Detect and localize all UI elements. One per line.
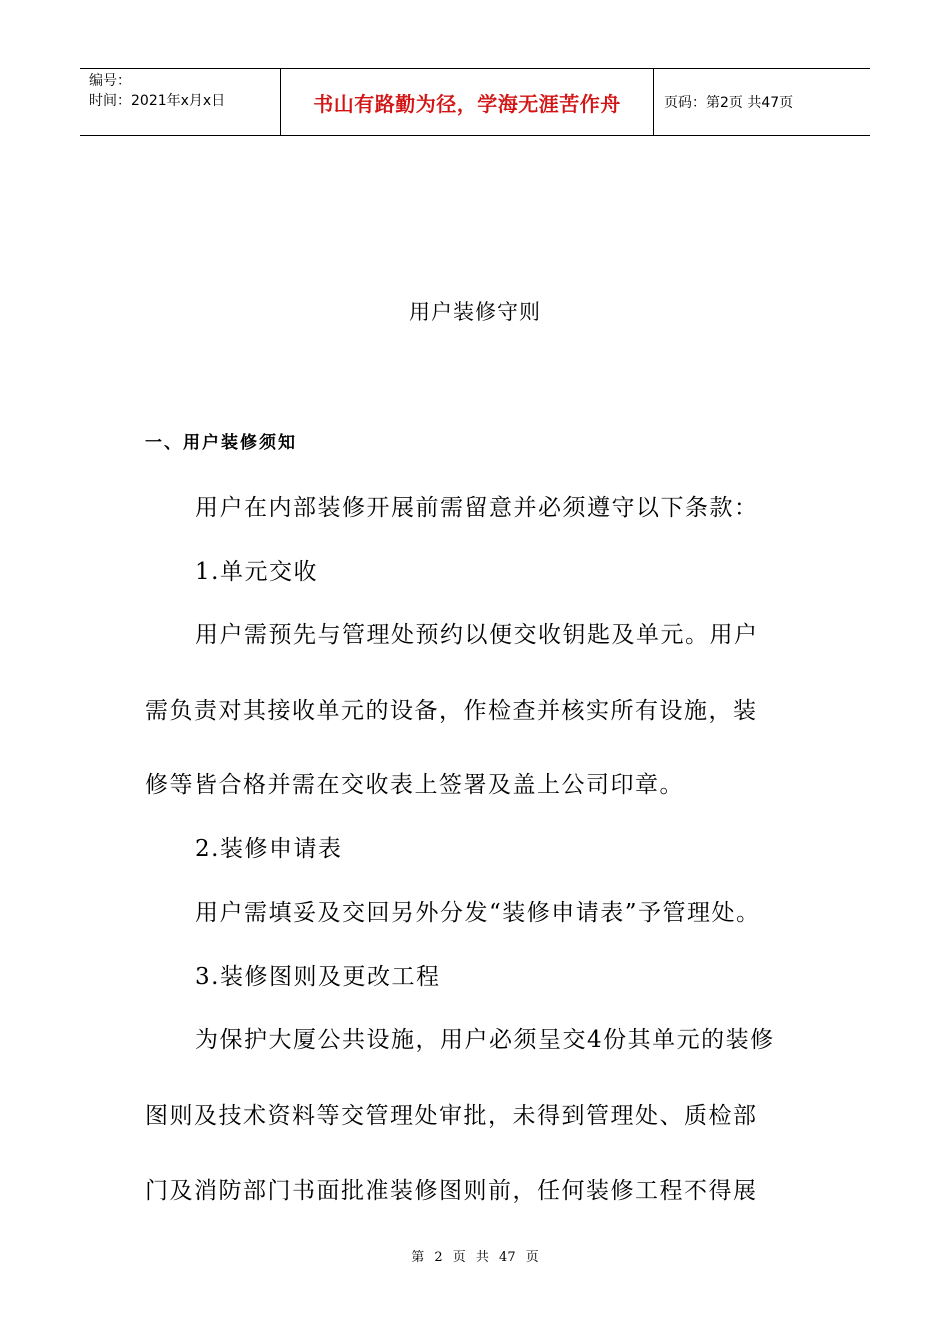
clause-heading: 2.装修申请表 (195, 836, 343, 862)
paragraph-line: 门及消防部门书面批准装修图则前，任何装修工程不得展 (145, 1178, 758, 1204)
section-heading: 一、用户装修须知 (145, 433, 297, 453)
document-title: 用户装修守则 (409, 300, 541, 324)
document-header (80, 68, 870, 136)
header-page-info: 页码：第2页 共47页 (664, 95, 794, 111)
document-date-label: 时间：2021年x月x日 (89, 93, 226, 109)
header-motto: 书山有路勤为径，学海无涯苦作舟 (281, 69, 654, 135)
page-footer: 第 2 页 共 47 页 (411, 1250, 539, 1265)
header-meta-cell (80, 69, 281, 135)
paragraph-line: 用户需预先与管理处预约以便交收钥匙及单元。用户 (195, 622, 759, 648)
paragraph-line: 需负责对其接收单元的设备，作检查并核实所有设施，装 (145, 698, 758, 724)
clause-heading: 3.装修图则及更改工程 (195, 964, 441, 990)
paragraph-line: 为保护大厦公共设施，用户必须呈交4份其单元的装修 (195, 1027, 775, 1053)
paragraph-line: 图则及技术资料等交管理处审批，未得到管理处、质检部 (145, 1103, 758, 1129)
clause-heading: 1.单元交收 (195, 559, 318, 585)
document-number-label: 编号： (89, 73, 131, 89)
paragraph-line: 用户需填妥及交回另外分发“装修申请表”予管理处。 (195, 900, 761, 926)
paragraph-line: 修等皆合格并需在交收表上签署及盖上公司印章。 (145, 772, 684, 798)
paragraph-line: 用户在内部装修开展前需留意并必须遵守以下条款： (195, 495, 759, 521)
